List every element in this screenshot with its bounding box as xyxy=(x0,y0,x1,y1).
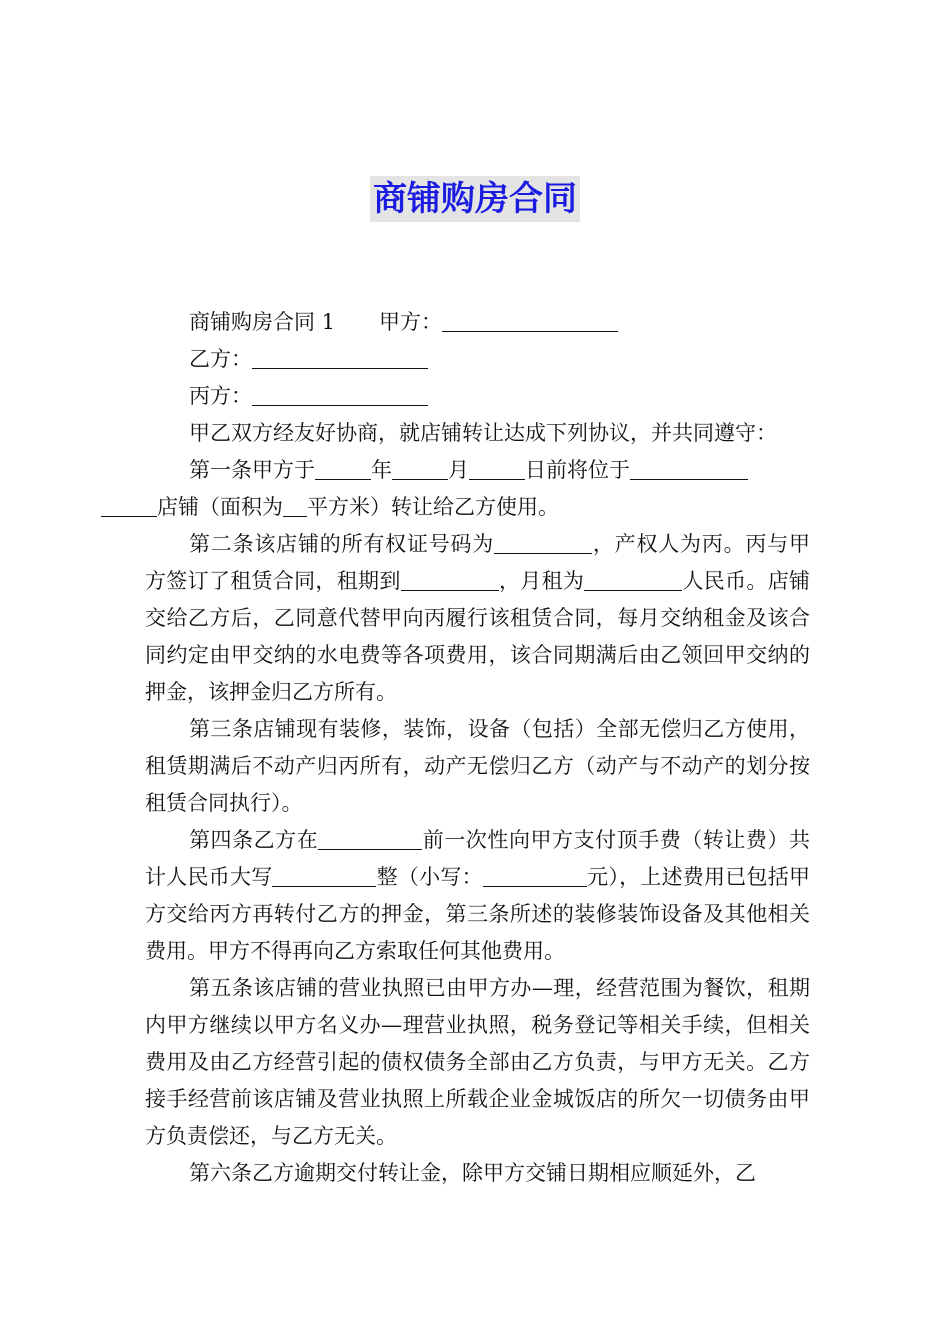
document-title: 商铺购房合同 xyxy=(370,176,580,222)
article-2-text-2: ，产权人为丙。丙与甲方签订了租赁合同，租期到 xyxy=(145,532,811,593)
month-blank[interactable] xyxy=(392,457,448,480)
article-3: 第三条店铺现有装修，装饰，设备（包括）全部无偿归乙方使用，租赁期满后不动产归丙所有，动产无偿归乙方（动产与不动产的划分按租赁合同执行）。 xyxy=(145,717,810,815)
article-2 xyxy=(145,526,810,711)
party-b-blank[interactable] xyxy=(252,346,428,369)
location-blank-1[interactable] xyxy=(630,457,748,480)
day-blank[interactable] xyxy=(469,457,525,480)
area-blank[interactable] xyxy=(283,494,307,517)
lease-end-blank[interactable] xyxy=(401,568,499,591)
header-line-party-a xyxy=(145,304,810,341)
article-2-text-3: ，月租为 xyxy=(498,569,585,593)
location-blank-2[interactable] xyxy=(101,494,157,517)
article-2-text-1: 第二条该店铺的所有权证号码为 xyxy=(189,532,495,556)
header-line-party-b xyxy=(145,341,810,378)
doc-label: 商铺购房合同 1 xyxy=(189,310,336,334)
party-c-blank[interactable] xyxy=(252,383,428,406)
article-1-text-4: 日前将位于 xyxy=(525,458,630,482)
article-1-text-5: 店铺（面积为 xyxy=(157,495,283,519)
article-4-text-4: 元），上述费用已包括甲方交给丙方再转付乙方的押金，第三条所述的装修装饰设备及其他相关费用。甲方不得再向乙方索取任何其他费用。 xyxy=(145,865,811,963)
party-c-label: 丙方： xyxy=(189,384,252,408)
article-6: 第六条乙方逾期交付转让金，除甲方交铺日期相应顺延外，乙 xyxy=(189,1161,756,1185)
article-1-text-1: 第一条甲方于 xyxy=(189,458,315,482)
article-4-text-3: 整（小写： xyxy=(376,865,483,889)
article-4-text-2: 前一次性向甲方支付顶手费（转让费）共计人民币大写 xyxy=(145,828,810,889)
amount-uppercase-blank[interactable] xyxy=(272,864,376,887)
article-1-text-3: 月 xyxy=(448,458,469,482)
contract-body xyxy=(145,304,810,1192)
article-1 xyxy=(145,452,810,526)
title-container xyxy=(0,176,950,222)
year-blank[interactable] xyxy=(315,457,371,480)
monthly-rent-blank[interactable] xyxy=(584,568,682,591)
party-a-label: 甲方： xyxy=(379,310,443,334)
article-4 xyxy=(145,822,810,970)
article-5: 第五条该店铺的营业执照已由甲方办—理，经营范围为餐饮，租期内甲方继续以甲方名义办—理营业执照，税务登记等相关手续，但相关费用及由乙方经营引起的债权债务全部由乙方负责，与甲方无关。乙方接手经营前该店铺及营业执照上所载企业金城饭店的所欠一切债务由甲方负责偿还，与乙方无关。 xyxy=(145,976,810,1148)
payment-date-blank[interactable] xyxy=(318,827,422,850)
article-1-text-6: 平方米）转让给乙方使用。 xyxy=(307,495,559,519)
article-1-text-2: 年 xyxy=(371,458,392,482)
article-4-text-1: 第四条乙方在 xyxy=(189,828,319,852)
certificate-number-blank[interactable] xyxy=(494,531,592,554)
header-line-party-c xyxy=(145,378,810,415)
amount-numeric-blank[interactable] xyxy=(483,864,587,887)
party-a-blank[interactable] xyxy=(442,309,618,332)
intro-paragraph: 甲乙双方经友好协商，就店铺转让达成下列协议，并共同遵守： xyxy=(189,421,777,445)
party-b-label: 乙方： xyxy=(189,347,252,371)
article-2-text-4: 人民币。店铺交给乙方后，乙同意代替甲向丙履行该租赁合同，每月交纳租金及该合同约定由甲交纳的水电费等各项费用，该合同期满后由乙领回甲交纳的押金，该押金归乙方所有。 xyxy=(145,569,811,704)
